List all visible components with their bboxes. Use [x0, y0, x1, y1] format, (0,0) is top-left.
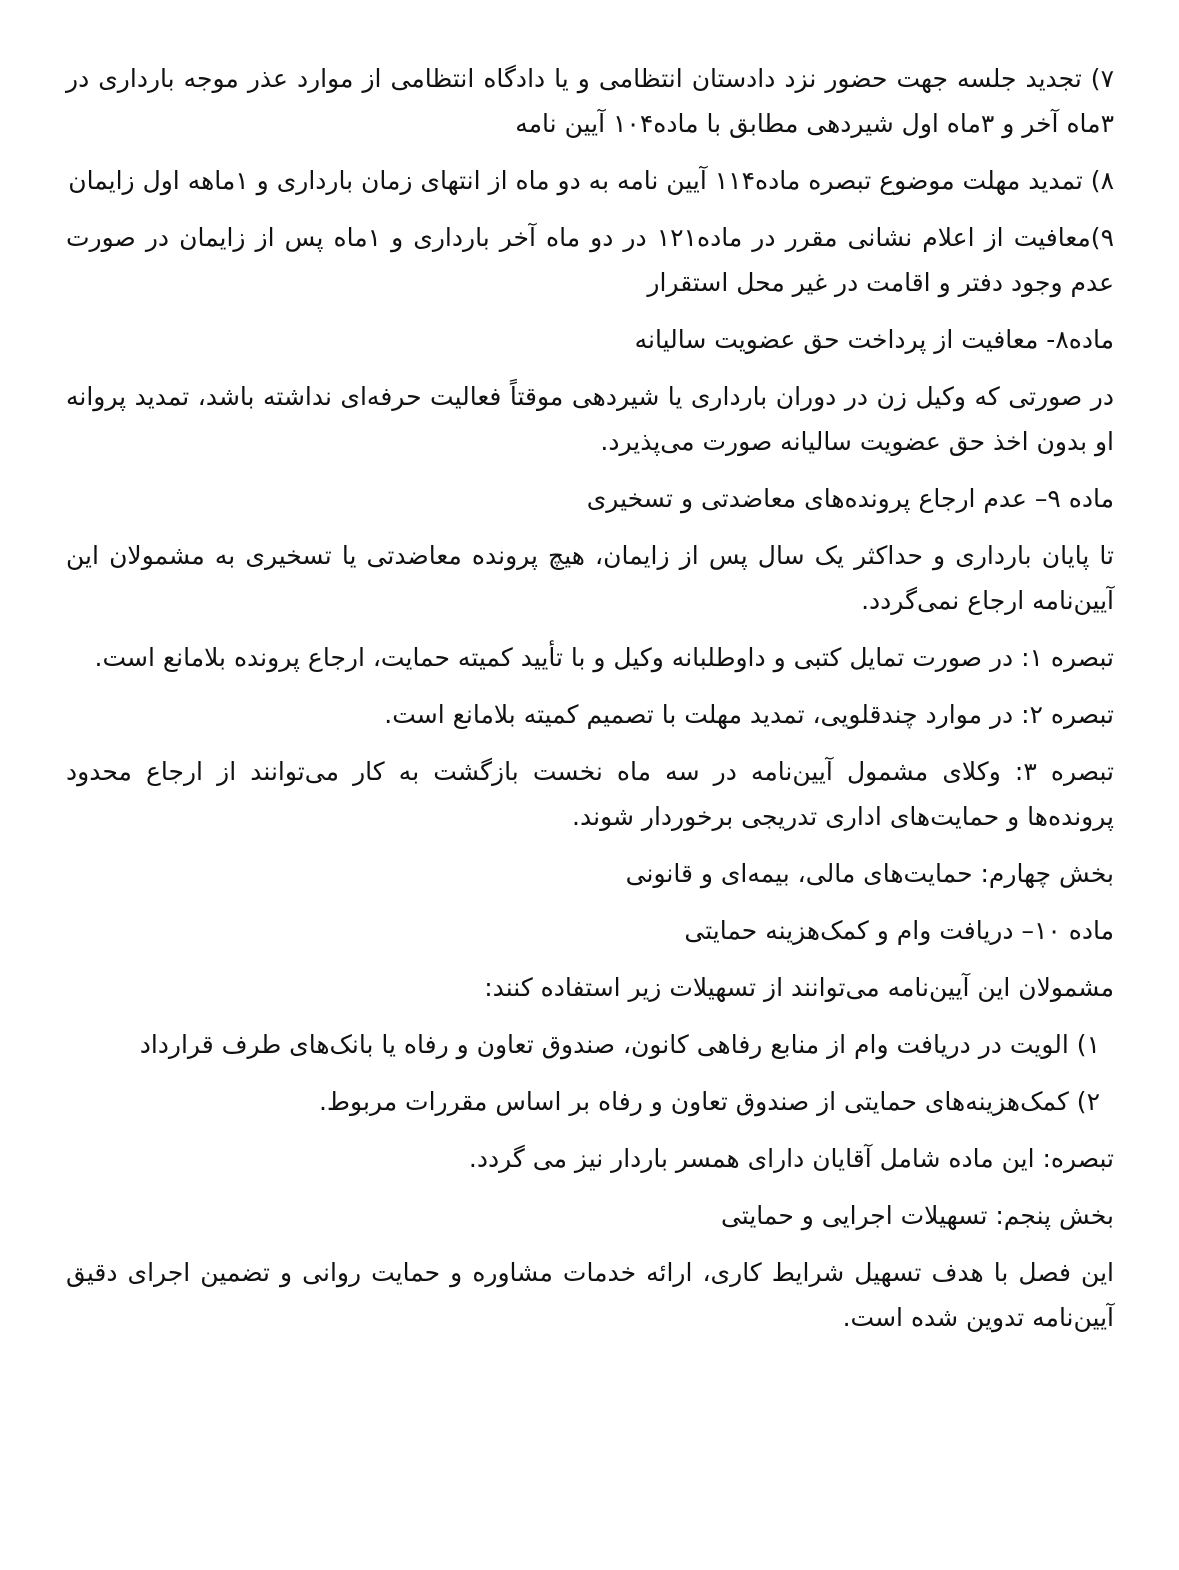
section-5-body: این فصل با هدف تسهیل شرایط کاری، ارائه خدمات مشاوره و حمایت روانی و تضمین اجرای دقیق آیین‌نامه تدوین شده است. — [66, 1258, 1114, 1332]
section-4-title: بخش چهارم: حمایت‌های مالی، بیمه‌ای و قانونی — [625, 859, 1114, 888]
document-page — [66, 56, 1114, 1352]
section-5-title: بخش پنجم: تسهیلات اجرایی و حمایتی — [720, 1201, 1114, 1230]
article-8-title: ماده۸- معافیت از پرداخت حق عضویت سالیانه — [634, 325, 1114, 354]
article-10-intro: مشمولان این آیین‌نامه می‌توانند از تسهیلات زیر استفاده کنند: — [484, 973, 1114, 1002]
item-7: ۷) تجدید جلسه جهت حضور نزد دادستان انتظامی و یا دادگاه انتظامی از موارد عذر موجه بارداری در ۳ماه آخر و ۳ماه اول شیردهی مطابق با ماده۱۰۴ آیین نامه — [66, 64, 1114, 138]
article-10-note: تبصره: این ماده شامل آقایان دارای همسر باردار نیز می گردد. — [468, 1144, 1114, 1173]
article-9-body: تا پایان بارداری و حداکثر یک سال پس از زایمان، هیچ پرونده معاضدتی یا تسخیری به مشمولان این آیین‌نامه ارجاع نمی‌گردد. — [66, 541, 1114, 615]
article-9-note-2: تبصره ۲: در موارد چندقلویی، تمدید مهلت با تصمیم کمیته بلامانع است. — [384, 700, 1114, 729]
article-10-list-item-1: ۱) الویت در دریافت وام از منابع رفاهی کانون، صندوق تعاون و رفاه یا بانک‌های طرف قرارداد — [139, 1030, 1100, 1059]
item-8: ۸) تمدید مهلت موضوع تبصره ماده۱۱۴ آیین نامه به دو ماه از انتهای زمان بارداری و ۱ماهه اول زایمان — [68, 166, 1114, 195]
article-8-body: در صورتی که وکیل زن در دوران بارداری یا شیردهی موقتاً فعالیت حرفه‌ای نداشته باشد، تمدید پروانه او بدون اخذ حق عضویت سالیانه صورت می‌پذیرد. — [66, 382, 1114, 456]
article-9-note-1: تبصره ۱: در صورت تمایل کتبی و داوطلبانه وکیل و با تأیید کمیته حمایت، ارجاع پرونده بلامانع است. — [94, 643, 1114, 672]
article-9-note-3: تبصره ۳: وکلای مشمول آیین‌نامه در سه ماه نخست بازگشت به کار می‌توانند از ارجاع محدود پرونده‌ها و حمایت‌های اداری تدریجی برخوردار شوند. — [66, 757, 1114, 831]
item-9: ۹)معافیت از اعلام نشانی مقرر در ماده۱۲۱ در دو ماه آخر بارداری و ۱ماه پس از زایمان در صورت عدم وجود دفتر و اقامت در غیر محل استقرار — [66, 223, 1114, 297]
article-10-title: ماده ۱۰– دریافت وام و کمک‌هزینه حمایتی — [684, 916, 1114, 945]
article-10-list-item-2: ۲) کمک‌هزینه‌های حمایتی از صندوق تعاون و رفاه بر اساس مقررات مربوط. — [318, 1087, 1100, 1116]
article-9-title: ماده ۹– عدم ارجاع پرونده‌های معاضدتی و تسخیری — [586, 484, 1114, 513]
